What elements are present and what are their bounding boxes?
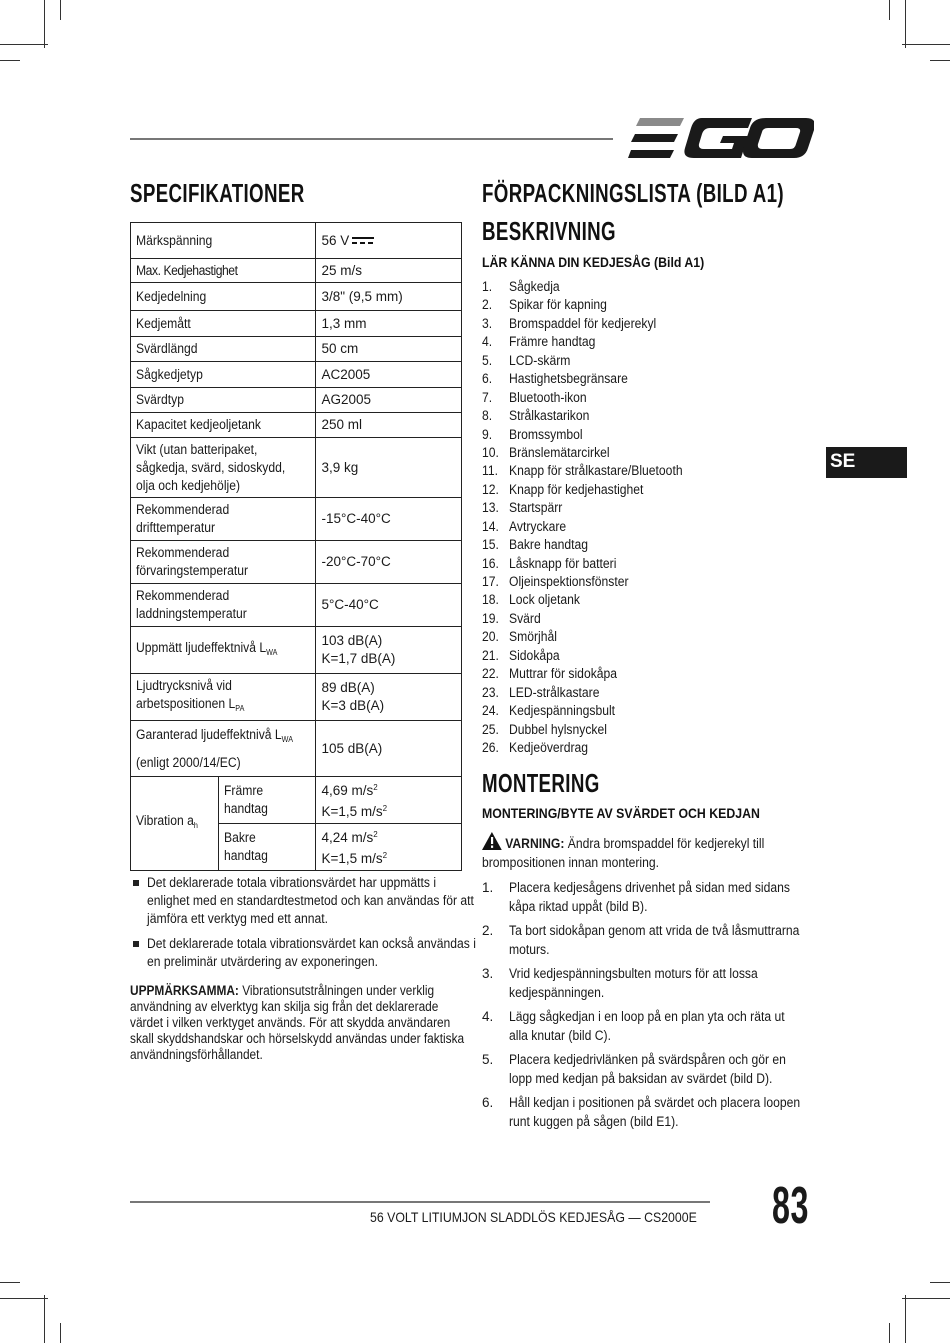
list-item [482, 481, 702, 499]
warning-paragraph [482, 832, 822, 872]
step-text: Lägg sågkedjan i en loop på en plan yta och räta ut alla knutar (bild C). [509, 1009, 785, 1043]
list-item-number: 7. [482, 389, 493, 405]
list-item-label: Svärd [509, 610, 541, 626]
list-item-number: 23. [482, 684, 499, 700]
list-item-label: Lock oljetank [509, 592, 580, 608]
vibration-label-subscript: h [193, 821, 198, 830]
step-number: 3. [482, 966, 494, 981]
list-item-number: 11. [482, 463, 498, 479]
list-item-label: Främre handtag [509, 334, 596, 350]
list-item [482, 628, 702, 646]
list-item-number: 25. [482, 721, 499, 737]
unit-superscript: 2 [373, 783, 378, 792]
vibration-label: Vibration a [136, 813, 194, 828]
language-tab [826, 447, 907, 478]
crop-mark [902, 44, 950, 45]
spec-value: 89 dB(A) [321, 680, 375, 695]
list-item [482, 462, 702, 480]
spec-value: 56 V [321, 232, 350, 248]
list-item [482, 721, 702, 739]
crop-mark [889, 0, 890, 20]
spec-label: Vikt (utan batteripaket, [136, 441, 258, 457]
unit-superscript: 2 [382, 804, 388, 813]
spec-label: Kedjemått [136, 315, 191, 331]
step-number: 2. [482, 923, 494, 938]
list-item-number: 26. [482, 739, 499, 755]
list-item [482, 555, 702, 573]
list-item-label: Sågkedja [509, 279, 560, 294]
spec-label-subscript: WA [281, 735, 294, 744]
bullet-text: Det deklarerade totala vibrationsvärdet har uppmätts i enlighet med en standardtestmetod och kan användas för att jämföra ett verktyg med ett annat. [147, 875, 474, 926]
list-item [482, 426, 702, 444]
ego-logo [628, 116, 814, 160]
list-item-number: 17. [482, 574, 499, 589]
note-text: Vibrationsutstrålningen under verklig användning av elverktyg kan skilja sig från det deklarerade värdet i vilken verktyget används. För att skydda användaren skall skyddshandskar och hörselskydd användas under faktiska användningsförhållandet. [130, 983, 465, 1062]
spec-label: Rekommenderad [136, 545, 230, 560]
list-item [482, 684, 702, 702]
table-row [131, 777, 462, 824]
unit-superscript: 2 [382, 851, 388, 860]
warning-triangle-icon [482, 832, 502, 850]
table-row [131, 438, 462, 498]
list-item-label: Muttrar för sidokåpa [509, 666, 618, 682]
table-row [131, 283, 462, 311]
list-item-label: Bromspaddel för kedjerekyl [509, 315, 657, 331]
spec-label: laddningstemperatur [136, 606, 247, 621]
description-subtitle: LÄR KÄNNA DIN KEDJESÅG (Bild A1) [482, 254, 705, 270]
spec-label: Uppmätt ljudeffektnivå L [136, 639, 267, 655]
spec-value: K=3 dB(A) [321, 698, 385, 713]
table-row [131, 362, 462, 388]
table-row [131, 627, 462, 674]
crop-mark [60, 0, 61, 20]
header-rule [130, 138, 613, 140]
list-item [482, 591, 702, 609]
assembly-subtitle: MONTERING/BYTE AV SVÄRDET OCH KEDJAN [482, 805, 760, 821]
spec-label: arbetspositionen L [136, 695, 236, 711]
list-item [482, 647, 702, 665]
spec-value: 50 cm [321, 341, 359, 356]
table-row [131, 413, 462, 438]
list-item-number: 10. [482, 444, 499, 460]
list-item-number: 15. [482, 537, 499, 553]
list-item [482, 665, 702, 683]
crop-mark [44, 0, 45, 48]
list-item-label: Bakre handtag [509, 537, 589, 553]
list-item [482, 702, 702, 720]
list-item-label: Spikar för kapning [509, 297, 607, 313]
step-text: Ta bort sidokåpan genom att vrida de två låsmuttrarna moturs. [509, 923, 800, 957]
warning-label: VARNING: [505, 836, 565, 851]
list-item-label: Dubbel hylsnyckel [509, 721, 607, 737]
unit-superscript: 2 [373, 830, 378, 839]
list-item-label: Kedjeöverdrag [509, 739, 589, 755]
warning-text: Ändra bromspaddel för kedjerekyl till brompositionen innan montering. [482, 836, 765, 870]
spec-value: AC2005 [321, 366, 371, 382]
spec-label: Kedjedelning [136, 288, 207, 304]
list-item-label: Bränslemätarcirkel [509, 444, 610, 460]
packing-list-title: FÖRPACKNINGSLISTA (BILD A1) [482, 178, 784, 208]
list-item-number: 12. [482, 481, 499, 497]
footer-rule [130, 1201, 710, 1203]
bullet-item [130, 935, 476, 971]
crop-mark [60, 1323, 61, 1343]
spec-value: 5°C-40°C [321, 597, 379, 612]
list-item-label: Strålkastarikon [509, 408, 590, 424]
bullet-text: Det deklarerade totala vibrationsvärdet kan också användas i en preliminär utvärdering av exponeringen. [147, 936, 476, 969]
list-item-label: Knapp för kedjehastighet [509, 481, 644, 497]
crop-mark [930, 1282, 950, 1283]
list-item-label: Startspärr [509, 500, 563, 516]
list-item [482, 333, 702, 351]
crop-mark [889, 1323, 890, 1343]
list-item [482, 296, 702, 314]
list-item [482, 352, 702, 370]
spec-label-subscript: WA [266, 647, 278, 657]
spec-value: 25 m/s [321, 262, 362, 278]
bullet-item [130, 874, 474, 928]
spec-value: -15°C-40°C [321, 511, 391, 526]
list-item-number: 9. [482, 426, 493, 442]
spec-label-subscript: PA [235, 703, 245, 713]
spec-label: Svärdlängd [136, 341, 198, 356]
spec-label: Svärdtyp [136, 392, 184, 407]
list-item-number: 13. [482, 500, 499, 516]
list-item-number: 6. [482, 371, 493, 387]
crop-mark [0, 60, 20, 61]
table-row [131, 674, 462, 721]
assembly-title: MONTERING [482, 768, 600, 798]
list-item-label: Kedjespänningsbult [509, 703, 616, 719]
crop-mark [905, 0, 906, 48]
list-item [482, 518, 702, 536]
step-number: 4. [482, 1009, 494, 1024]
vibration-value: 4,69 m/s [321, 783, 374, 798]
list-item-number: 16. [482, 555, 499, 571]
spec-value: -20°C-70°C [321, 554, 391, 569]
list-item-number: 8. [482, 408, 493, 424]
description-title: BESKRIVNING [482, 216, 616, 246]
parts-list [482, 278, 702, 757]
bullet-square-icon [133, 880, 139, 886]
table-row [131, 388, 462, 413]
list-item-label: Avtryckare [509, 518, 567, 534]
list-item-number: 22. [482, 666, 499, 682]
step-number: 6. [482, 1095, 494, 1110]
table-row [131, 337, 462, 362]
step-number: 1. [482, 880, 494, 895]
spec-label: Ljudtrycksnivå vid [136, 677, 232, 693]
list-item-label: Hastighetsbegränsare [509, 371, 628, 387]
spec-label: Max. Kedjehastighet [136, 262, 238, 278]
spec-label: förvaringstemperatur [136, 563, 249, 578]
spec-label: Sågkedjetyp [136, 366, 203, 382]
crop-mark [902, 1298, 950, 1299]
handle-label: handtag [224, 848, 269, 863]
list-item [482, 499, 702, 517]
step-text: Placera kedjesågens drivenhet på sidan med sidans kåpa riktad uppåt (bild B). [509, 880, 790, 914]
list-item-label: Låsknapp för batteri [509, 555, 617, 571]
crop-mark [930, 60, 950, 61]
list-item-label: Oljeinspektionsfönster [509, 574, 629, 589]
list-item [482, 536, 702, 554]
list-item-number: 21. [482, 647, 499, 663]
spec-value: 3,9 kg [321, 459, 359, 475]
table-row [131, 498, 462, 541]
spec-label: (enligt 2000/14/EC) [136, 755, 241, 770]
list-item-label: LCD-skärm [509, 352, 571, 368]
list-item [482, 610, 702, 628]
spec-value: 105 dB(A) [321, 740, 383, 756]
list-item [482, 444, 702, 462]
list-item-label: Bromssymbol [509, 426, 583, 442]
vibration-uncertainty: K=1,5 m/s [321, 804, 383, 819]
crop-mark [905, 1295, 906, 1343]
crop-mark [44, 1295, 45, 1343]
list-item-label: Knapp för strålkastare/Bluetooth [509, 463, 683, 479]
handle-label: handtag [224, 801, 269, 816]
spec-label: sågkedja, svärd, sidoskydd, [136, 459, 286, 475]
spec-label: olja och kedjehölje) [136, 477, 241, 493]
step-text: Vrid kedjespänningsbulten moturs för att lossa kedjespänningen. [509, 966, 758, 1000]
note-paragraph [130, 983, 465, 1063]
page-number: 83 [772, 1177, 810, 1235]
spec-label: Märkspänning [136, 232, 213, 248]
table-row [131, 259, 462, 283]
spec-value: K=1,7 dB(A) [321, 651, 396, 666]
vibration-value: 4,24 m/s [321, 830, 374, 845]
table-row [131, 223, 462, 259]
crop-mark [0, 1298, 48, 1299]
handle-label: Bakre [224, 830, 256, 845]
list-item-number: 1. [482, 279, 493, 294]
list-item-number: 20. [482, 629, 499, 645]
table-row [131, 311, 462, 337]
note-label: UPPMÄRKSAMMA: [130, 983, 239, 998]
vibration-uncertainty: K=1,5 m/s [321, 851, 383, 866]
step-text: Håll kedjan i positionen på svärdet och placera loopen runt kuggen på sågen (bild E1). [509, 1095, 801, 1129]
list-item-number: 14. [482, 518, 499, 534]
spec-value: AG2005 [321, 392, 371, 407]
list-item [482, 407, 702, 425]
list-item-number: 19. [482, 610, 499, 626]
list-item-label: LED-strålkastare [509, 684, 600, 700]
list-item-label: Smörjhål [509, 629, 557, 645]
handle-label: Främre [224, 783, 264, 798]
list-item-number: 3. [482, 315, 493, 331]
list-item [482, 278, 702, 296]
list-item-number: 18. [482, 592, 499, 608]
list-item-number: 5. [482, 352, 493, 368]
list-item [482, 389, 702, 407]
spec-value: 103 dB(A) [321, 633, 383, 648]
list-item-number: 4. [482, 334, 493, 350]
list-item-label: Sidokåpa [509, 647, 560, 663]
specifications-title: SPECIFIKATIONER [130, 178, 305, 208]
spec-label: drifttemperatur [136, 520, 216, 535]
crop-mark [0, 1282, 20, 1283]
list-item-number: 24. [482, 703, 499, 719]
list-item [482, 739, 702, 757]
list-item-number: 2. [482, 297, 493, 313]
spec-label: Rekommenderad [136, 502, 230, 517]
spec-label: Garanterad ljudeffektnivå L [136, 727, 282, 742]
dc-symbol-icon [352, 236, 374, 246]
list-item-label: Bluetooth-ikon [509, 389, 587, 405]
footer-text: 56 VOLT LITIUMJON SLADDLÖS KEDJESÅG — CS2000E [370, 1209, 697, 1225]
table-row [131, 541, 462, 584]
spec-value: 1,3 mm [321, 315, 367, 331]
table-row [131, 721, 462, 777]
step-number: 5. [482, 1052, 494, 1067]
language-tab-label: SE [830, 451, 856, 472]
list-item [482, 315, 702, 333]
list-item [482, 370, 702, 388]
spec-label: Rekommenderad [136, 588, 230, 603]
spec-value: 250 ml [321, 417, 362, 432]
spec-value: 3/8" (9,5 mm) [321, 288, 403, 304]
step-text: Placera kedjedrivlänken på svärdspåren och gör en lopp med kedjan på baksidan av svärdet (bild D). [509, 1052, 786, 1086]
spec-label: Kapacitet kedjeoljetank [136, 417, 261, 432]
table-row [131, 584, 462, 627]
specifications-table [130, 222, 462, 871]
crop-mark [0, 44, 48, 45]
bullet-square-icon [133, 941, 139, 947]
list-item [482, 573, 702, 591]
